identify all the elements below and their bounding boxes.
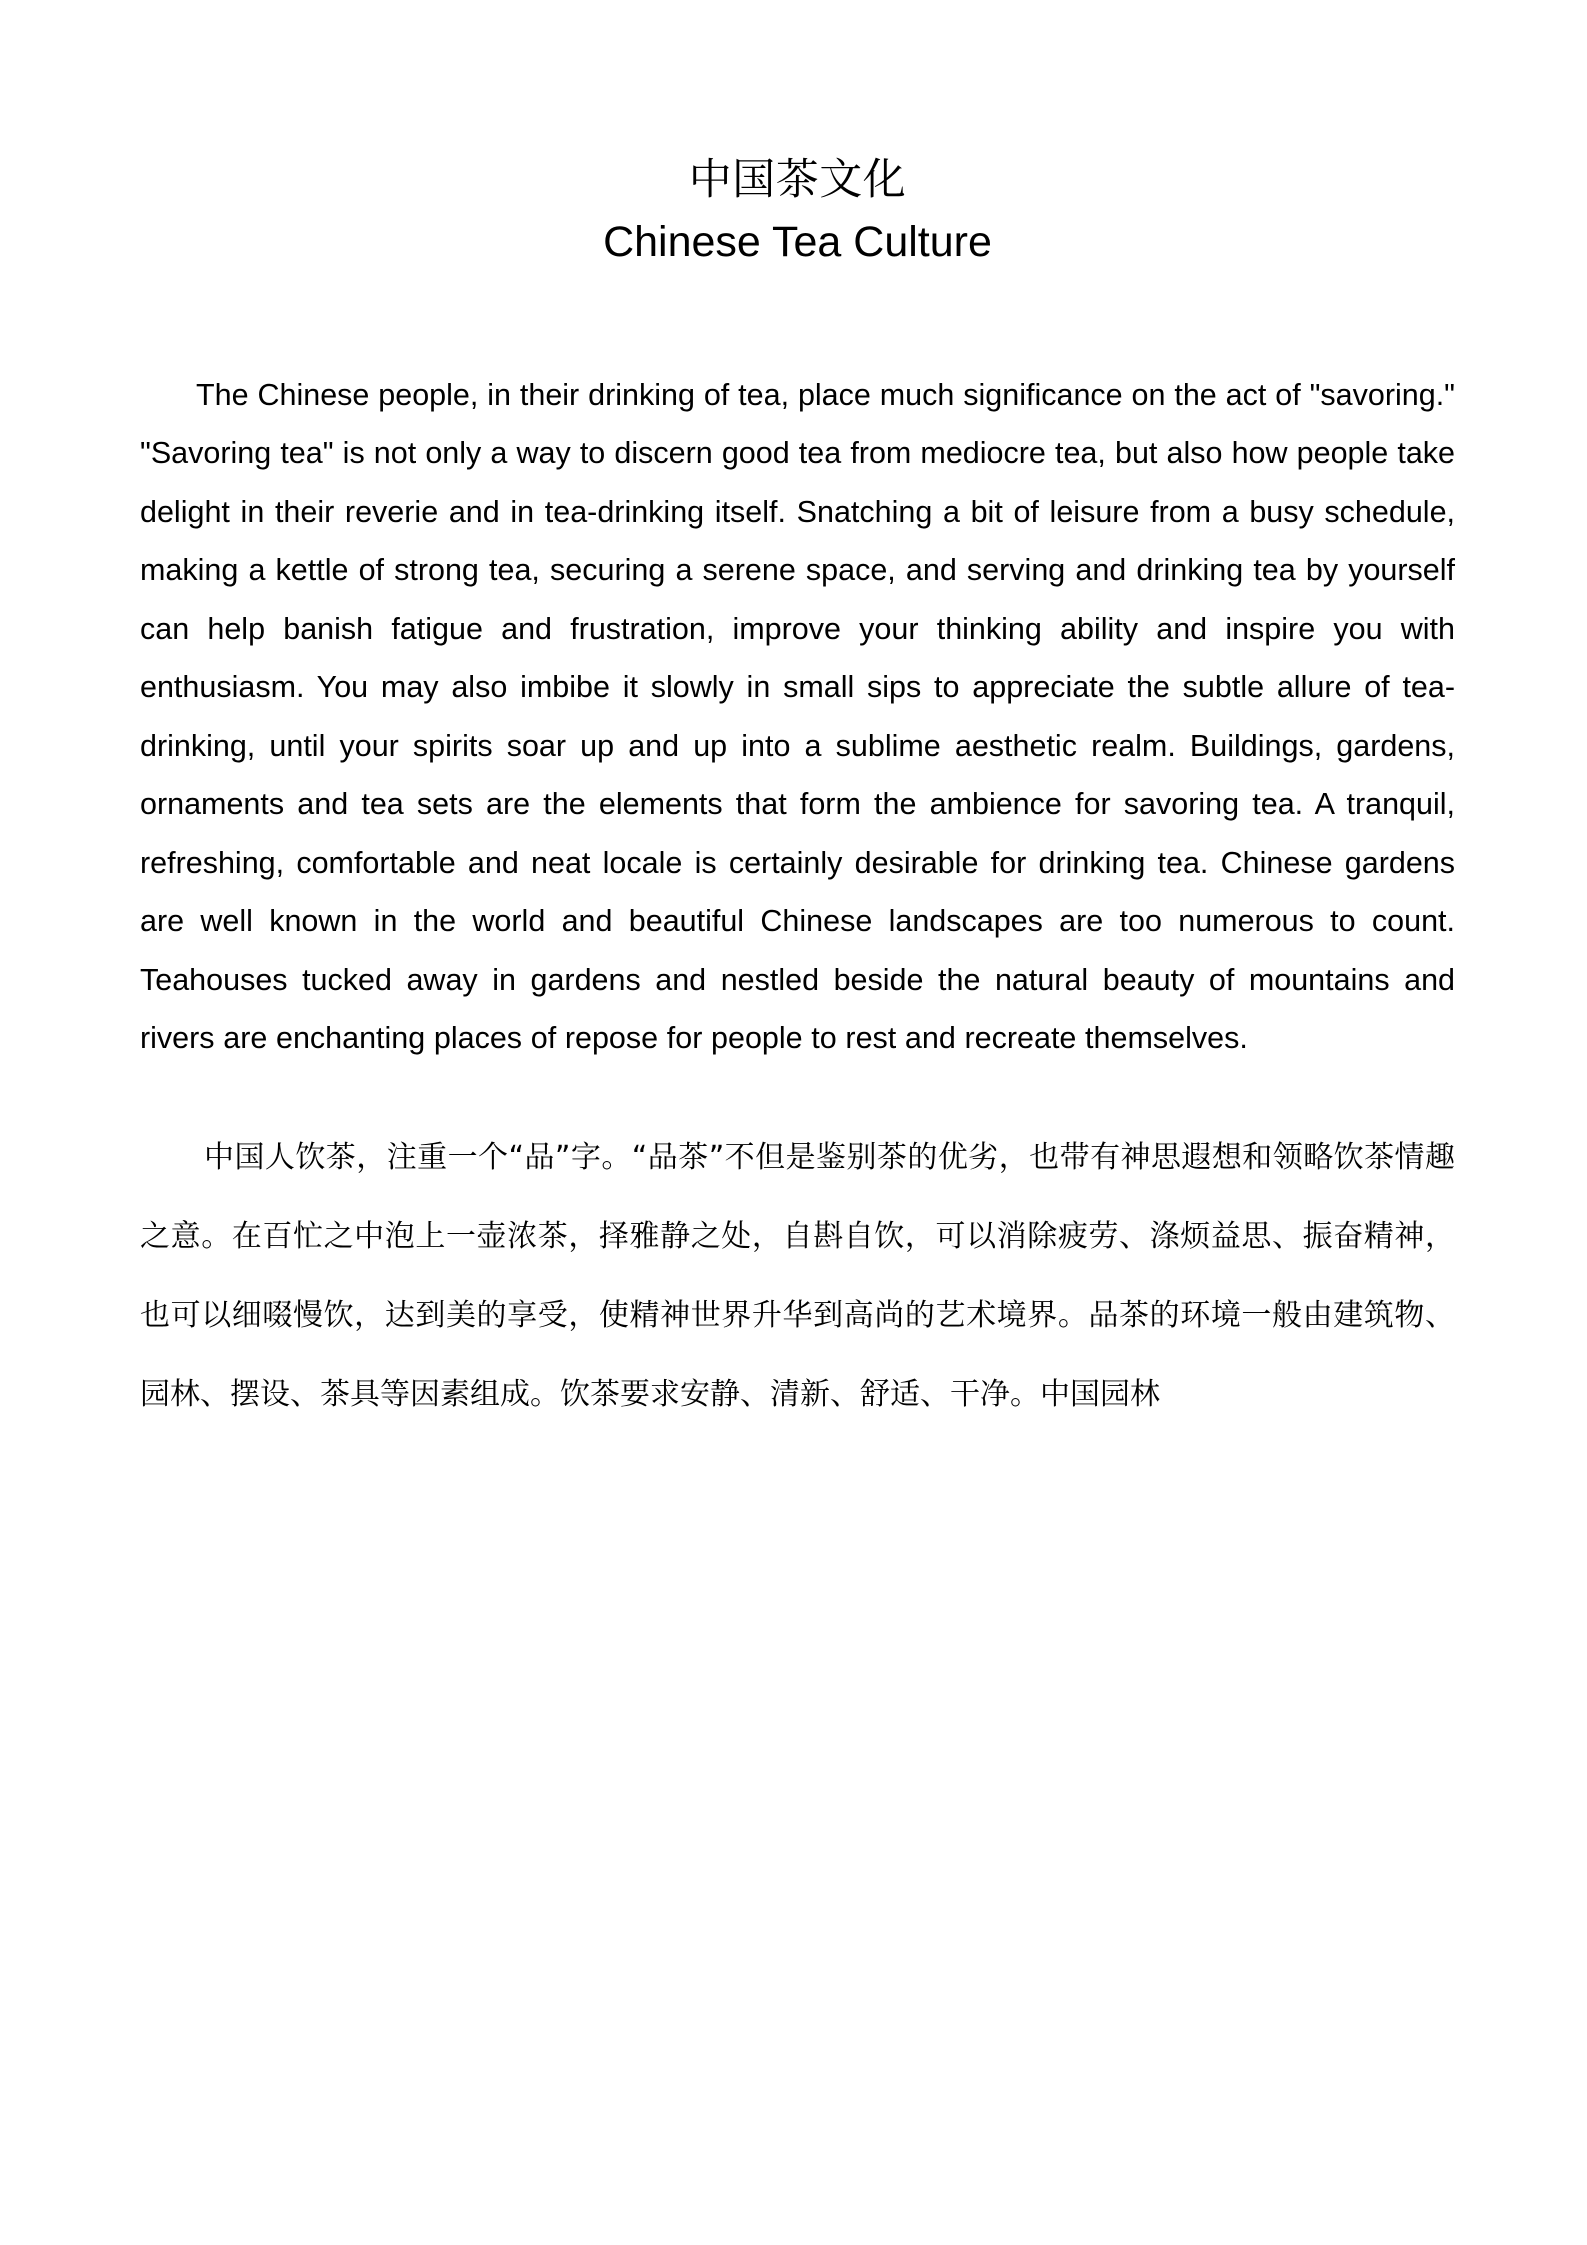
body-paragraph-chinese: 中国人饮茶，注重一个“品”字。“品茶”不但是鉴别茶的优劣，也带有神思遐想和领略饮茶情趣之意。在百忙之中泡上一壶浓茶，择雅静之处，自斟自饮，可以消除疲劳、涤烦益思、振奋精神，也可以细啜慢饮，达到美的享受，使精神世界升华到高尚的艺术境界。品茶的环境一般由建筑物、园林、摆设、茶具等因素组成。饮茶要求安静、清新、舒适、干净。中国园林 (140, 1139, 1455, 1412)
document-title-chinese: 中国茶文化 (688, 155, 907, 205)
document-title-english: Chinese Tea Culture (603, 217, 992, 266)
title-block (140, 0, 1455, 271)
document-content (140, 0, 1455, 1464)
body-paragraph-english: The Chinese people, in their drinking of tea, place much significance on the act of "savoring." "Savoring tea" is not only a way to discern good tea from mediocre tea, but also how people take delight in their reverie and in tea-drinking itself. Snatching a bit of leisure from a busy schedule, making a kettle of strong tea, securing a serene space, and serving and drinking tea by yourself can help banish fatigue and frustration, improve your thinking ability and inspire you with enthusiasm. You may also imbibe it slowly in small sips to appreciate the subtle allure of tea-drinking, until your spirits soar up and up into a sublime aesthetic realm. Buildings, gardens, ornaments and tea sets are the elements that form the ambience for savoring tea. A tranquil, refreshing, comfortable and neat locale is certainly desirable for drinking tea. Chinese gardens are well known in the world and beautiful Chinese landscapes are too numerous to count. Teahouses tucked away in gardens and nestled beside the natural beauty of mountains and rivers are enchanting places of repose for people to rest and recreate themselves. (140, 377, 1455, 1056)
